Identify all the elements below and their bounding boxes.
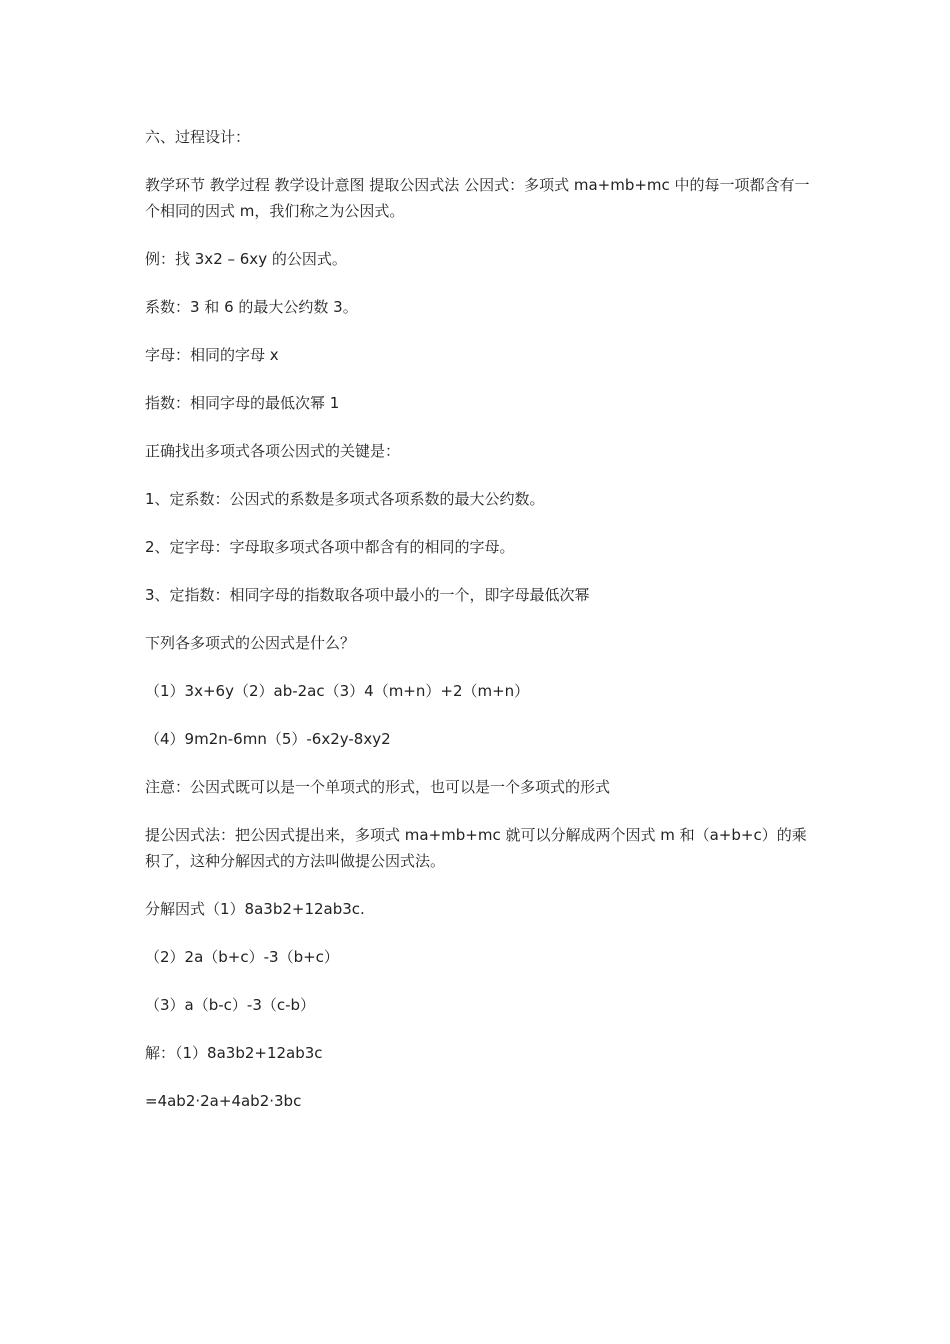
paragraph-method: 提公因式法：把公因式提出来，多项式 ma+mb+mc 就可以分解成两个因式 m 和（a+b+c）的乘积了，这种分解因式的方法叫做提公因式法。 [145, 826, 807, 870]
paragraph-example: 例：找 3x2 – 6xy 的公因式。 [145, 250, 347, 268]
document-body [145, 124, 810, 1136]
factor-task-3: （3）a（b-c）-3（c-b） [145, 996, 316, 1014]
paragraph-question: 下列各多项式的公因式是什么？ [145, 634, 356, 652]
paragraph-exponent: 指数：相同字母的最低次幂 1 [145, 394, 340, 412]
solution-step: =4ab2·2a+4ab2·3bc [145, 1092, 302, 1110]
list-item-2: 2、定字母：字母取多项式各项中都含有的相同的字母。 [145, 538, 515, 556]
paragraph-note: 注意：公因式既可以是一个单项式的形式，也可以是一个多项式的形式 [145, 778, 611, 796]
paragraph-key-points: 正确找出多项式各项公因式的关键是： [145, 442, 401, 460]
exercise-line-1: （1）3x+6y（2）ab-2ac（3）4（m+n）+2（m+n） [145, 682, 530, 700]
paragraph-definition: 教学环节 教学过程 教学设计意图 提取公因式法 公因式：多项式 ma+mb+mc 中的每一项都含有一个相同的因式 m，我们称之为公因式。 [145, 176, 810, 220]
solution-start: 解：（1）8a3b2+12ab3c [145, 1044, 323, 1062]
factor-task-1: 分解因式（1）8a3b2+12ab3c. [145, 900, 365, 918]
factor-task-2: （2）2a（b+c）-3（b+c） [145, 948, 339, 966]
list-item-1: 1、定系数：公因式的系数是多项式各项系数的最大公约数。 [145, 490, 545, 508]
paragraph-coefficient: 系数：3 和 6 的最大公约数 3。 [145, 298, 358, 316]
section-heading: 六、过程设计： [145, 128, 251, 146]
exercise-line-2: （4）9m2n-6mn（5）-6x2y-8xy2 [145, 730, 391, 748]
paragraph-letter: 字母：相同的字母 x [145, 346, 279, 364]
list-item-3: 3、定指数：相同字母的指数取各项中最小的一个，即字母最低次幂 [145, 586, 590, 604]
